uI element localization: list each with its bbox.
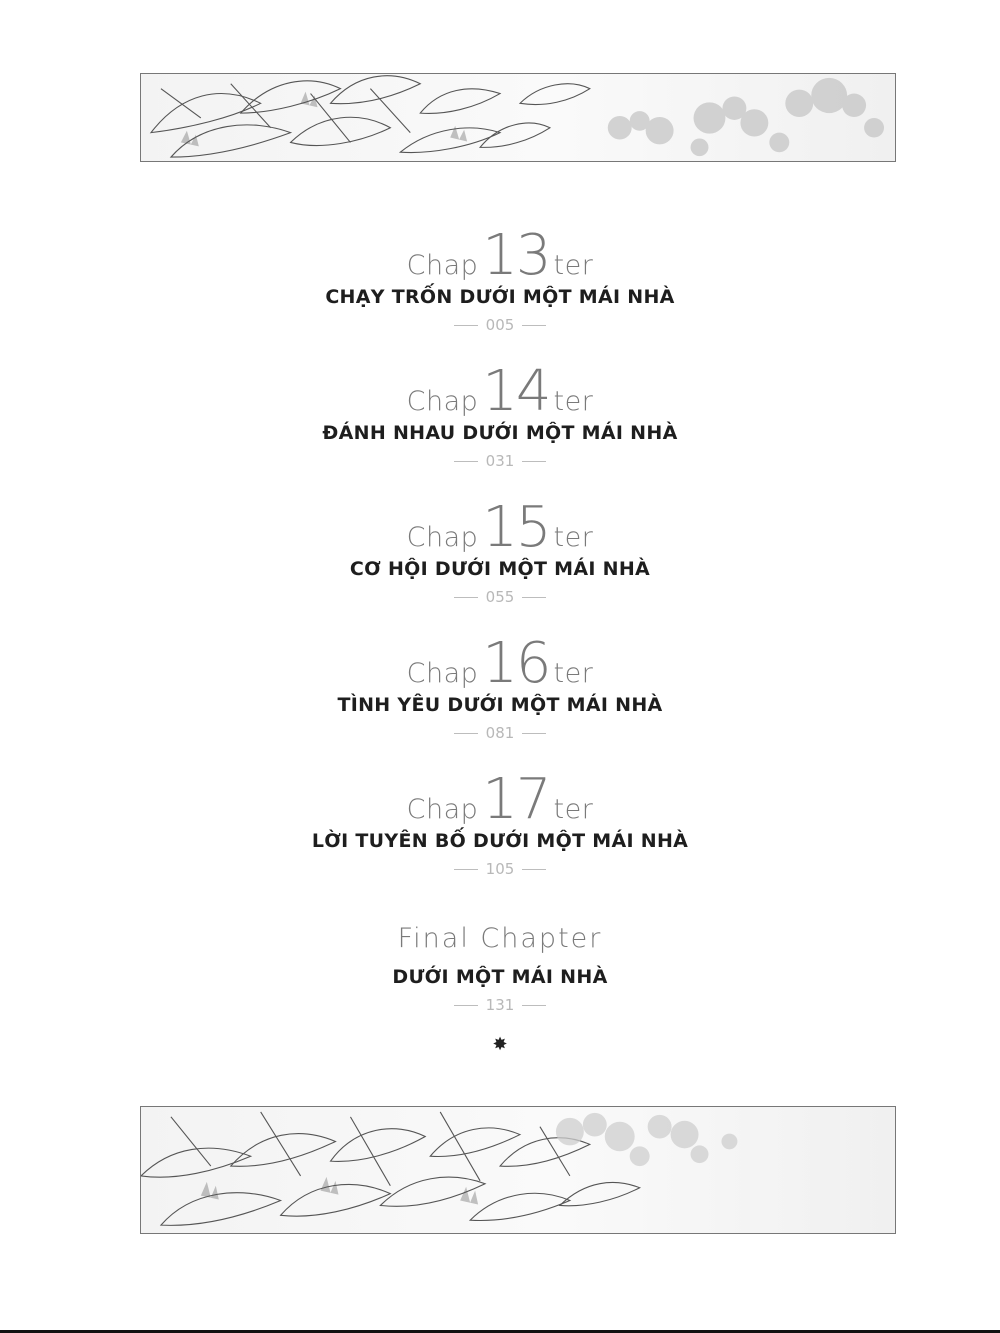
chapter-suffix: ter (553, 658, 594, 689)
chapter-page (0, 724, 1000, 742)
chapter-heading (0, 631, 1000, 696)
chapter-title: TÌNH YÊU DƯỚI MỘT MÁI NHÀ (337, 694, 663, 716)
page-number: 055 (485, 588, 515, 606)
chapter-prefix: Chap (406, 522, 479, 553)
page-number: 005 (485, 316, 515, 334)
final-chapter-label: Final Chapter (397, 923, 603, 954)
chapter-heading (0, 495, 1000, 560)
chapter-heading (0, 223, 1000, 288)
chapter-heading (0, 359, 1000, 424)
chapter-prefix: Chap (406, 386, 479, 417)
final-chapter-title: DƯỚI MỘT MÁI NHÀ (392, 966, 608, 988)
chapter-number: 13 (482, 223, 550, 288)
chapter-suffix: ter (553, 250, 594, 281)
bottom-foliage-banner (140, 1106, 896, 1234)
chapter-page (0, 452, 1000, 470)
chapter-suffix: ter (553, 386, 594, 417)
chapter-title: CƠ HỘI DƯỚI MỘT MÁI NHÀ (349, 558, 651, 580)
chapter-number: 14 (482, 359, 550, 424)
chapter-number: 15 (482, 495, 550, 560)
final-chapter-page (0, 996, 1000, 1014)
chapter-prefix: Chap (406, 658, 479, 689)
chapter-suffix: ter (553, 522, 594, 553)
page-number: 105 (485, 860, 515, 878)
chapter-prefix: Chap (406, 794, 479, 825)
page-number: 081 (485, 724, 515, 742)
chapter-heading (0, 767, 1000, 832)
foliage-illustration (141, 1107, 895, 1233)
star-ornament: ✸ (492, 1034, 508, 1055)
page-number: 031 (485, 452, 515, 470)
chapter-page (0, 316, 1000, 334)
chapter-suffix: ter (553, 794, 594, 825)
chapter-prefix: Chap (406, 250, 479, 281)
chapter-number: 17 (482, 767, 550, 832)
chapter-page (0, 860, 1000, 878)
page-number: 131 (485, 996, 515, 1014)
chapter-title: LỜI TUYÊN BỐ DƯỚI MỘT MÁI NHÀ (311, 830, 689, 852)
chapter-title: CHẠY TRỐN DƯỚI MỘT MÁI NHÀ (325, 286, 675, 308)
chapter-page (0, 588, 1000, 606)
chapter-number: 16 (482, 631, 550, 696)
chapter-title: ĐÁNH NHAU DƯỚI MỘT MÁI NHÀ (322, 422, 678, 444)
